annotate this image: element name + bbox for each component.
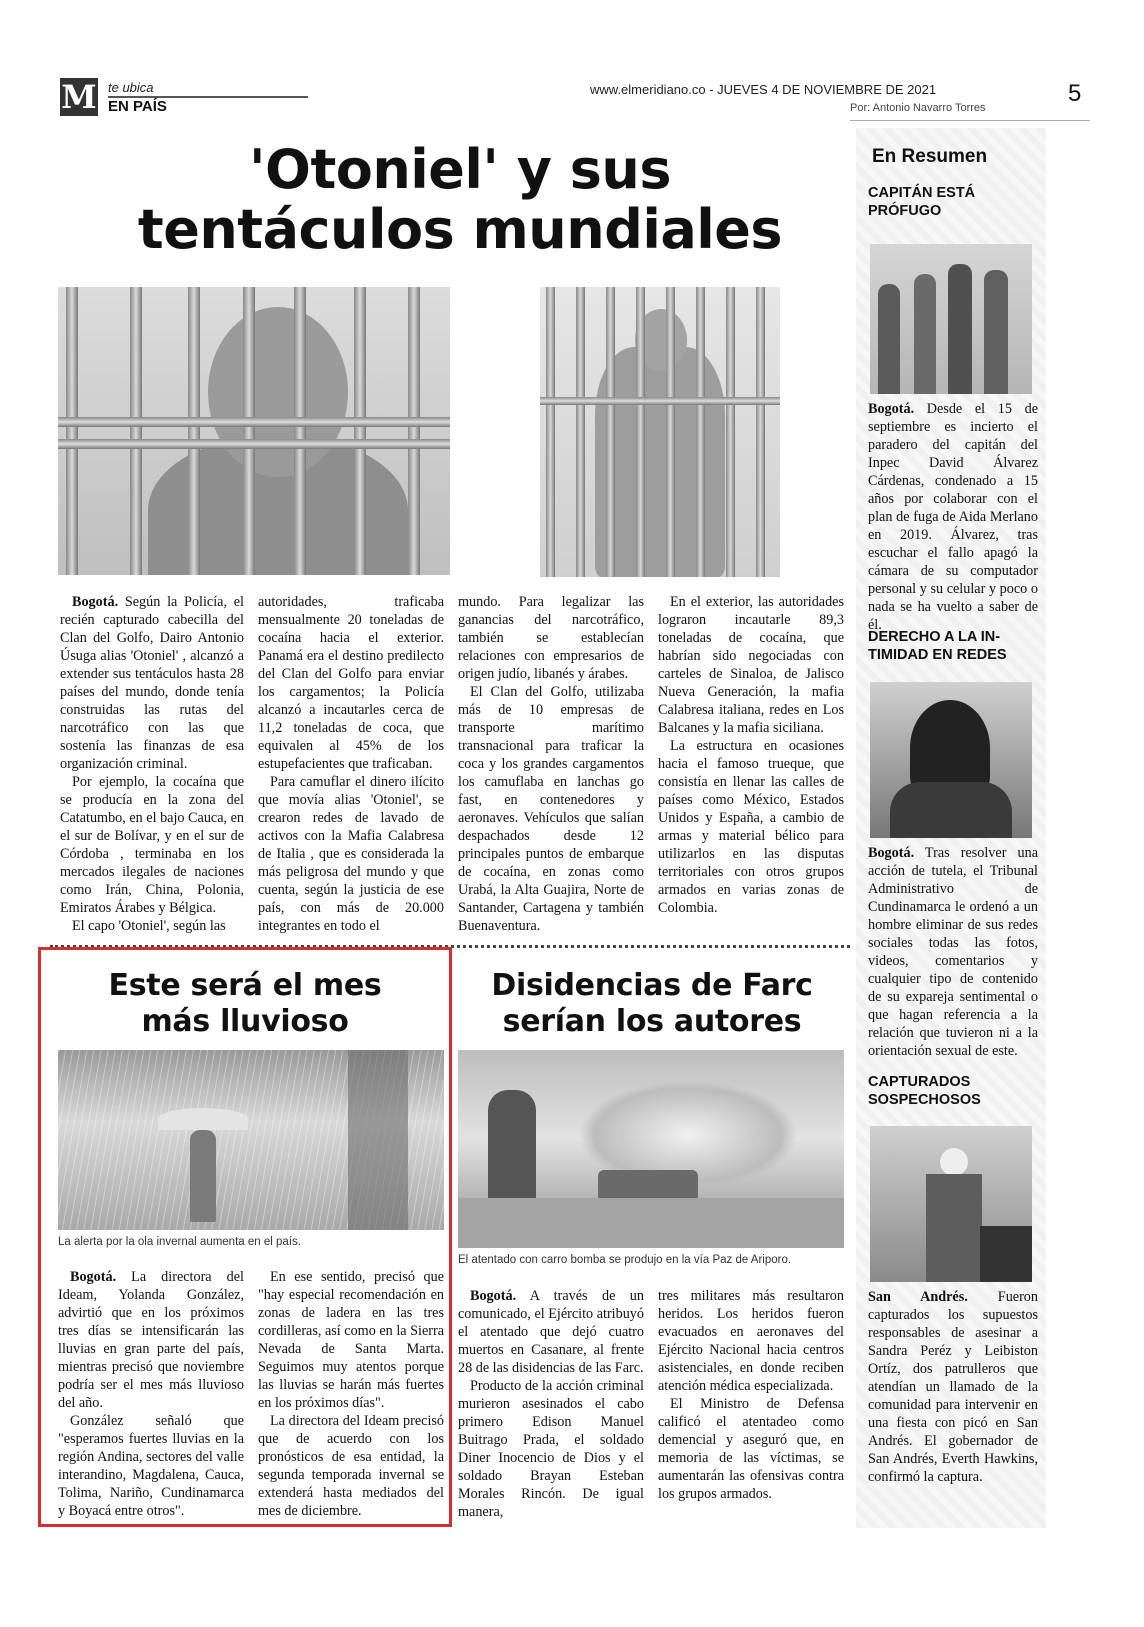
sidebar-top-rule	[850, 120, 1090, 121]
paragraph: Para camuflar el dinero ilícito que movía alias 'Otoniel', se crearon redes de lavado de activos con la Mafia Calabresa de Italia , que es considerada la más peligrosa del mundo y que cuenta, según la justicia de ese país, con más de 20.000 integrantes en todo el	[258, 774, 444, 934]
paragraph: En ese sentido, precisó que "hay especial recomendación en zonas de ladera en las tres cordilleras, así como en la Sierra Nevada de Santa Marta. Seguimos muy atentos porque las lluvias se harán más fuertes en los próximos días".	[258, 1269, 444, 1411]
rain-story-column-2	[258, 1268, 444, 1520]
rain-story-column-1	[58, 1268, 244, 1520]
section-kicker: te ubica	[108, 80, 154, 95]
sidebar-item-2-headline: DERECHO A LA IN- TIMIDAD EN REDES	[868, 629, 1007, 663]
inpec-captain-photo	[870, 244, 1032, 394]
rain-headline-line1: Este será el mes	[108, 968, 382, 1003]
car-bomb-photo-caption: El atentado con carro bomba se produjo en la vía Paz de Ariporo.	[458, 1254, 792, 1266]
main-headline	[60, 140, 860, 261]
paragraph: En el exterior, las autoridades lograron incautarle 89,3 toneladas de cocaína, que habrían sido negociadas con carteles de Sinaloa, de Jalisco Nueva Generación, la mafia Calabresa italiana, redes en Los Balcanes y la mafia siciliana.	[658, 594, 844, 736]
hooded-hacker-photo	[870, 682, 1032, 838]
main-story-column-2	[258, 593, 444, 935]
paragraph: mundo. Para legalizar las ganancias del narcotráfico, también se establecían relaciones con empresarios de origen judío, libanés y árabes.	[458, 594, 644, 682]
sidebar-title: En Resumen	[872, 146, 988, 167]
rain-photo	[58, 1050, 444, 1230]
sidebar-item-3-text: San Andrés. Fueron capturados los supuestos responsables de asesinar a Sandra Peréz y Leibiston Ortíz, dos patrulleros que atendían un llamado de la comunidad para intervenir en una fiesta con picó en San Andrés. El gobernador de San Andrés, Everth Hawkins, confirmó la captura.	[868, 1289, 1038, 1485]
farc-story-column-1	[458, 1287, 644, 1521]
otoniel-close-up-photo	[58, 287, 450, 575]
main-story-column-3	[458, 593, 644, 935]
police-funeral-photo	[870, 1126, 1032, 1282]
sidebar-item-3-headline: CAPTURADOS SOSPECHOSOS	[868, 1074, 981, 1108]
main-headline-line1: 'Otoniel' y sus	[249, 138, 671, 201]
paragraph: El Clan del Golfo, utilizaba más de 10 empresas de transporte marítimo transnacional para traficar la coca y los grandes cargamentos los camuflaba en lanchas go fast, en contenedores y aeronaves. Vehículos que salían despachados desde 12 principales puntos de embarque de cocaína, en zonas como Urabá, la Alta Guajira, Norte de Santander, Cartagena y también Buenaventura.	[458, 684, 644, 934]
sidebar-item-1-text: Bogotá. Desde el 15 de septiembre es incierto el paradero del capitán del Inpec David Álvarez Cárdenas, condenado a 15 años por colaborar con el plan de fuga de Aida Merlano en 2019. Álvarez, tras escuchar el fallo apagó la cámara de su computador personal y su celular y poco o nada se ha vuelto a saber de él.	[868, 401, 1038, 633]
paragraph: La directora del Ideam precisó que de acuerdo con los pronósticos de esa entidad, la segunda temporada invernal se extenderá hasta mediados del mes de diciembre.	[258, 1413, 444, 1519]
site-and-date: www.elmeridiano.co - JUEVES 4 DE NOVIEMBRE DE 2021	[590, 82, 937, 97]
paragraph: González señaló que "esperamos fuertes lluvias en la región Andina, sectores del valle interandino, Magdalena, Cauca, Tolima, Nariño, Cundinamarca y Boyacá entre otros".	[58, 1413, 244, 1519]
rain-photo-caption: La alerta por la ola invernal aumenta en el país.	[58, 1236, 301, 1248]
paragraph: autoridades, traficaba mensualmente 20 toneladas de cocaína hacia el exterior. Panamá era el destino predilecto del Clan del Golfo para enviar los cargamentos; la Policía alcanzó a incautarles cerca de 11,2 toneladas de coca, que equivalen al 45% de los estupefacientes que traficaban.	[258, 594, 444, 772]
paragraph: Bogotá. A través de un comunicado, el Ejército atribuyó el atentado que dejó cuatro muertos en Casanare, al frente 28 de las disidencias de las Farc.	[458, 1288, 644, 1376]
farc-headline-line1: Disidencias de Farc	[491, 968, 813, 1003]
farc-story-column-2	[658, 1287, 844, 1503]
page-number: 5	[1068, 80, 1082, 107]
paragraph: La estructura en ocasiones hacia el famoso trueque, que consistía en llenar las calles de países como México, Estados Unidos y España, a cambio de armas y material bélico para utilizarlos en las disputas territoriales con otros grupos armados en varias zonas de Colombia.	[658, 738, 844, 916]
main-story-column-1	[60, 593, 244, 935]
main-headline-line2: tentáculos mundiales	[137, 198, 783, 262]
paragraph: tres militares más resultaron heridos. Los heridos fueron evacuados en aeronaves del Ejército Nacional hacia centros asistenciales, en donde reciben atención médica especializada.	[658, 1288, 844, 1394]
paragraph: Producto de la acción criminal murieron asesinados el cabo primero Edison Manuel Buitrago Prada, el soldado Diner Inocencio de Dios y el soldado Brayan Esteban Morales Rincón. De igual manera,	[458, 1378, 644, 1520]
rain-headline-line2: más lluvioso	[141, 1004, 349, 1039]
paragraph: El capo 'Otoniel', según las	[72, 918, 226, 934]
rain-story-headline	[50, 968, 440, 1040]
farc-story-headline	[458, 968, 846, 1040]
section-logo: M	[61, 78, 97, 116]
otoniel-full-body-photo	[540, 287, 780, 577]
paragraph: Bogotá. Según la Policía, el recién capturado cabecilla del Clan del Golfo, Dairo Antonio Úsuga alias 'Otoniel' , alcanzó a extender sus tentáculos hasta 28 países del mundo, donde tenía construidas las rutas del narcotráfico con las que sostenía las finanzas de esa organización criminal.	[60, 594, 244, 772]
car-bomb-photo	[458, 1050, 844, 1248]
sidebar-item-1-headline: CAPITÁN ESTÁ PRÓFUGO	[868, 185, 976, 219]
paragraph: Por ejemplo, la cocaína que se producía en la zona del Catatumbo, en el bajo Cauca, en el sur de Bolívar, y en el sur de Córdoba , terminaba en los mercados ilegales de naciones como Irán, China, Polonia, Emiratos Árabes y Bélgica.	[60, 774, 244, 916]
paragraph: El Ministro de Defensa calificó el atentadeo como demencial y aseguró que, en memoria de las víctimas, se aumentarán las ofensivas contra los grupos armados.	[658, 1396, 844, 1502]
main-story-column-4	[658, 593, 844, 917]
sidebar-item-2-text: Bogotá. Tras resolver una acción de tutela, el Tribunal Administrativo de Cundinamarca le ordenó a un hombre eliminar de sus redes sociales todas las fotos, videos, comentarios y cualquier tipo de contenido de su expareja sentimental o que hagan referencia a la relación que tuvieron ni a la orientación sexual de este.	[868, 845, 1038, 1059]
byline: Por: Antonio Navarro Torres	[850, 102, 986, 114]
farc-headline-line2: serían los autores	[502, 1004, 802, 1039]
paragraph: Bogotá. La directora del Ideam, Yolanda González, advirtió que en los próximos tres días se intensificarán las lluvias en gran parte del país, mientras precisó que noviembre podría ser el mes más lluvioso del año.	[58, 1269, 244, 1411]
section-name: EN PAÍS	[108, 98, 167, 115]
